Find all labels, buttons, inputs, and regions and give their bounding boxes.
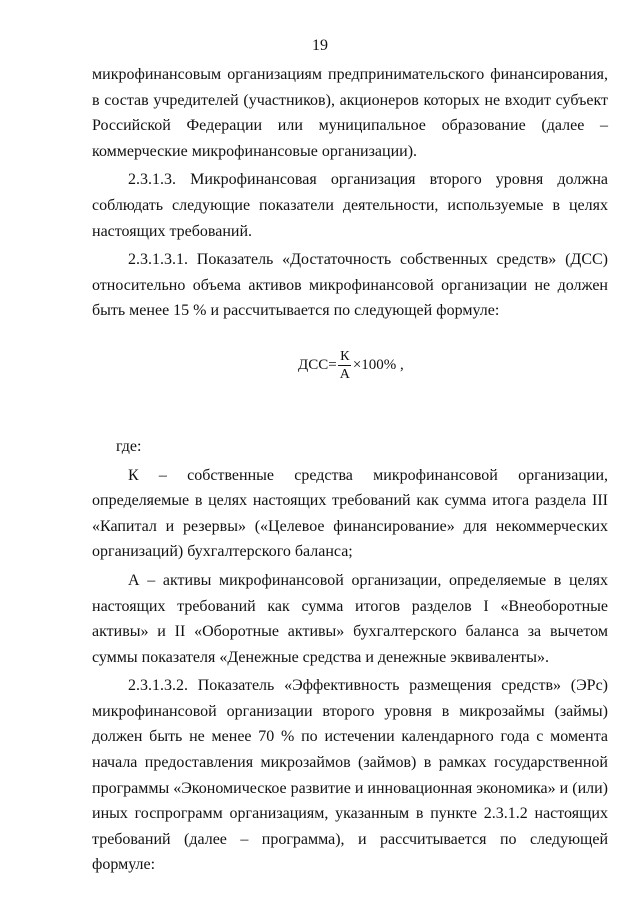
formula-expression	[298, 348, 404, 383]
paragraph-2313: 2.3.1.3. Микрофинансовая организация второго уровня должна соблюдать следующие показатели деятельности, используемые в целях настоящих требований.	[92, 171, 608, 240]
definition-a: А – активы микрофинансовой организации, определяемые в целях настоящих требований как сумма итогов разделов I «Внеоборотные активы» и II «Оборотные активы» бухгалтерского баланса за вычетом суммы показателя «Денежные средства и денежные эквиваленты».	[92, 571, 608, 666]
formula-denominator: А	[339, 366, 350, 382]
definition-k: К – собственные средства микрофинансовой организации, определяемые в целях настоящих требований как сумма итога раздела III «Капитал и резервы» («Целевое финансирование» для некоммерческих организаций) бухгалтерского баланса;	[92, 466, 608, 561]
page-number: 19	[312, 37, 328, 54]
document-body	[92, 62, 608, 878]
formula-numerator: К	[340, 348, 350, 364]
where-label: где:	[116, 437, 142, 455]
formula-lhs: ДСС=	[298, 356, 337, 373]
formula-rhs: ×100% ,	[352, 356, 404, 373]
paragraph-23131: 2.3.1.3.1. Показатель «Достаточность собственных средств» (ДСС) относительно объема активов микрофинансовой организации не должен быть менее 15 % и рассчитывается по следующей формуле:	[92, 251, 608, 320]
paragraph-1: микрофинансовым организациям предпринимательского финансирования, в состав учредителей (участников), акционеров которых не входит субъект Российской Федерации или муниципальное образование (далее – коммерческие микрофинансовые организации).	[92, 66, 608, 160]
formula-dss	[92, 324, 608, 434]
paragraph-23132: 2.3.1.3.2. Показатель «Эффективность размещения средств» (ЭРс) микрофинансовой организации второго уровня в микрозаймы (займы) должен быть не менее 70 % по истечении календарного года с момента начала предоставления микрозаймов (займов) в рамках государственной программы «Экономическое развитие и инновационная экономика» и (или) иных госпрограмм организациям, указанным в пункте 2.3.1.2 настоящих требований (далее – программа), и рассчитывается по следующей формуле:	[92, 677, 608, 874]
formula-fraction	[338, 348, 352, 383]
